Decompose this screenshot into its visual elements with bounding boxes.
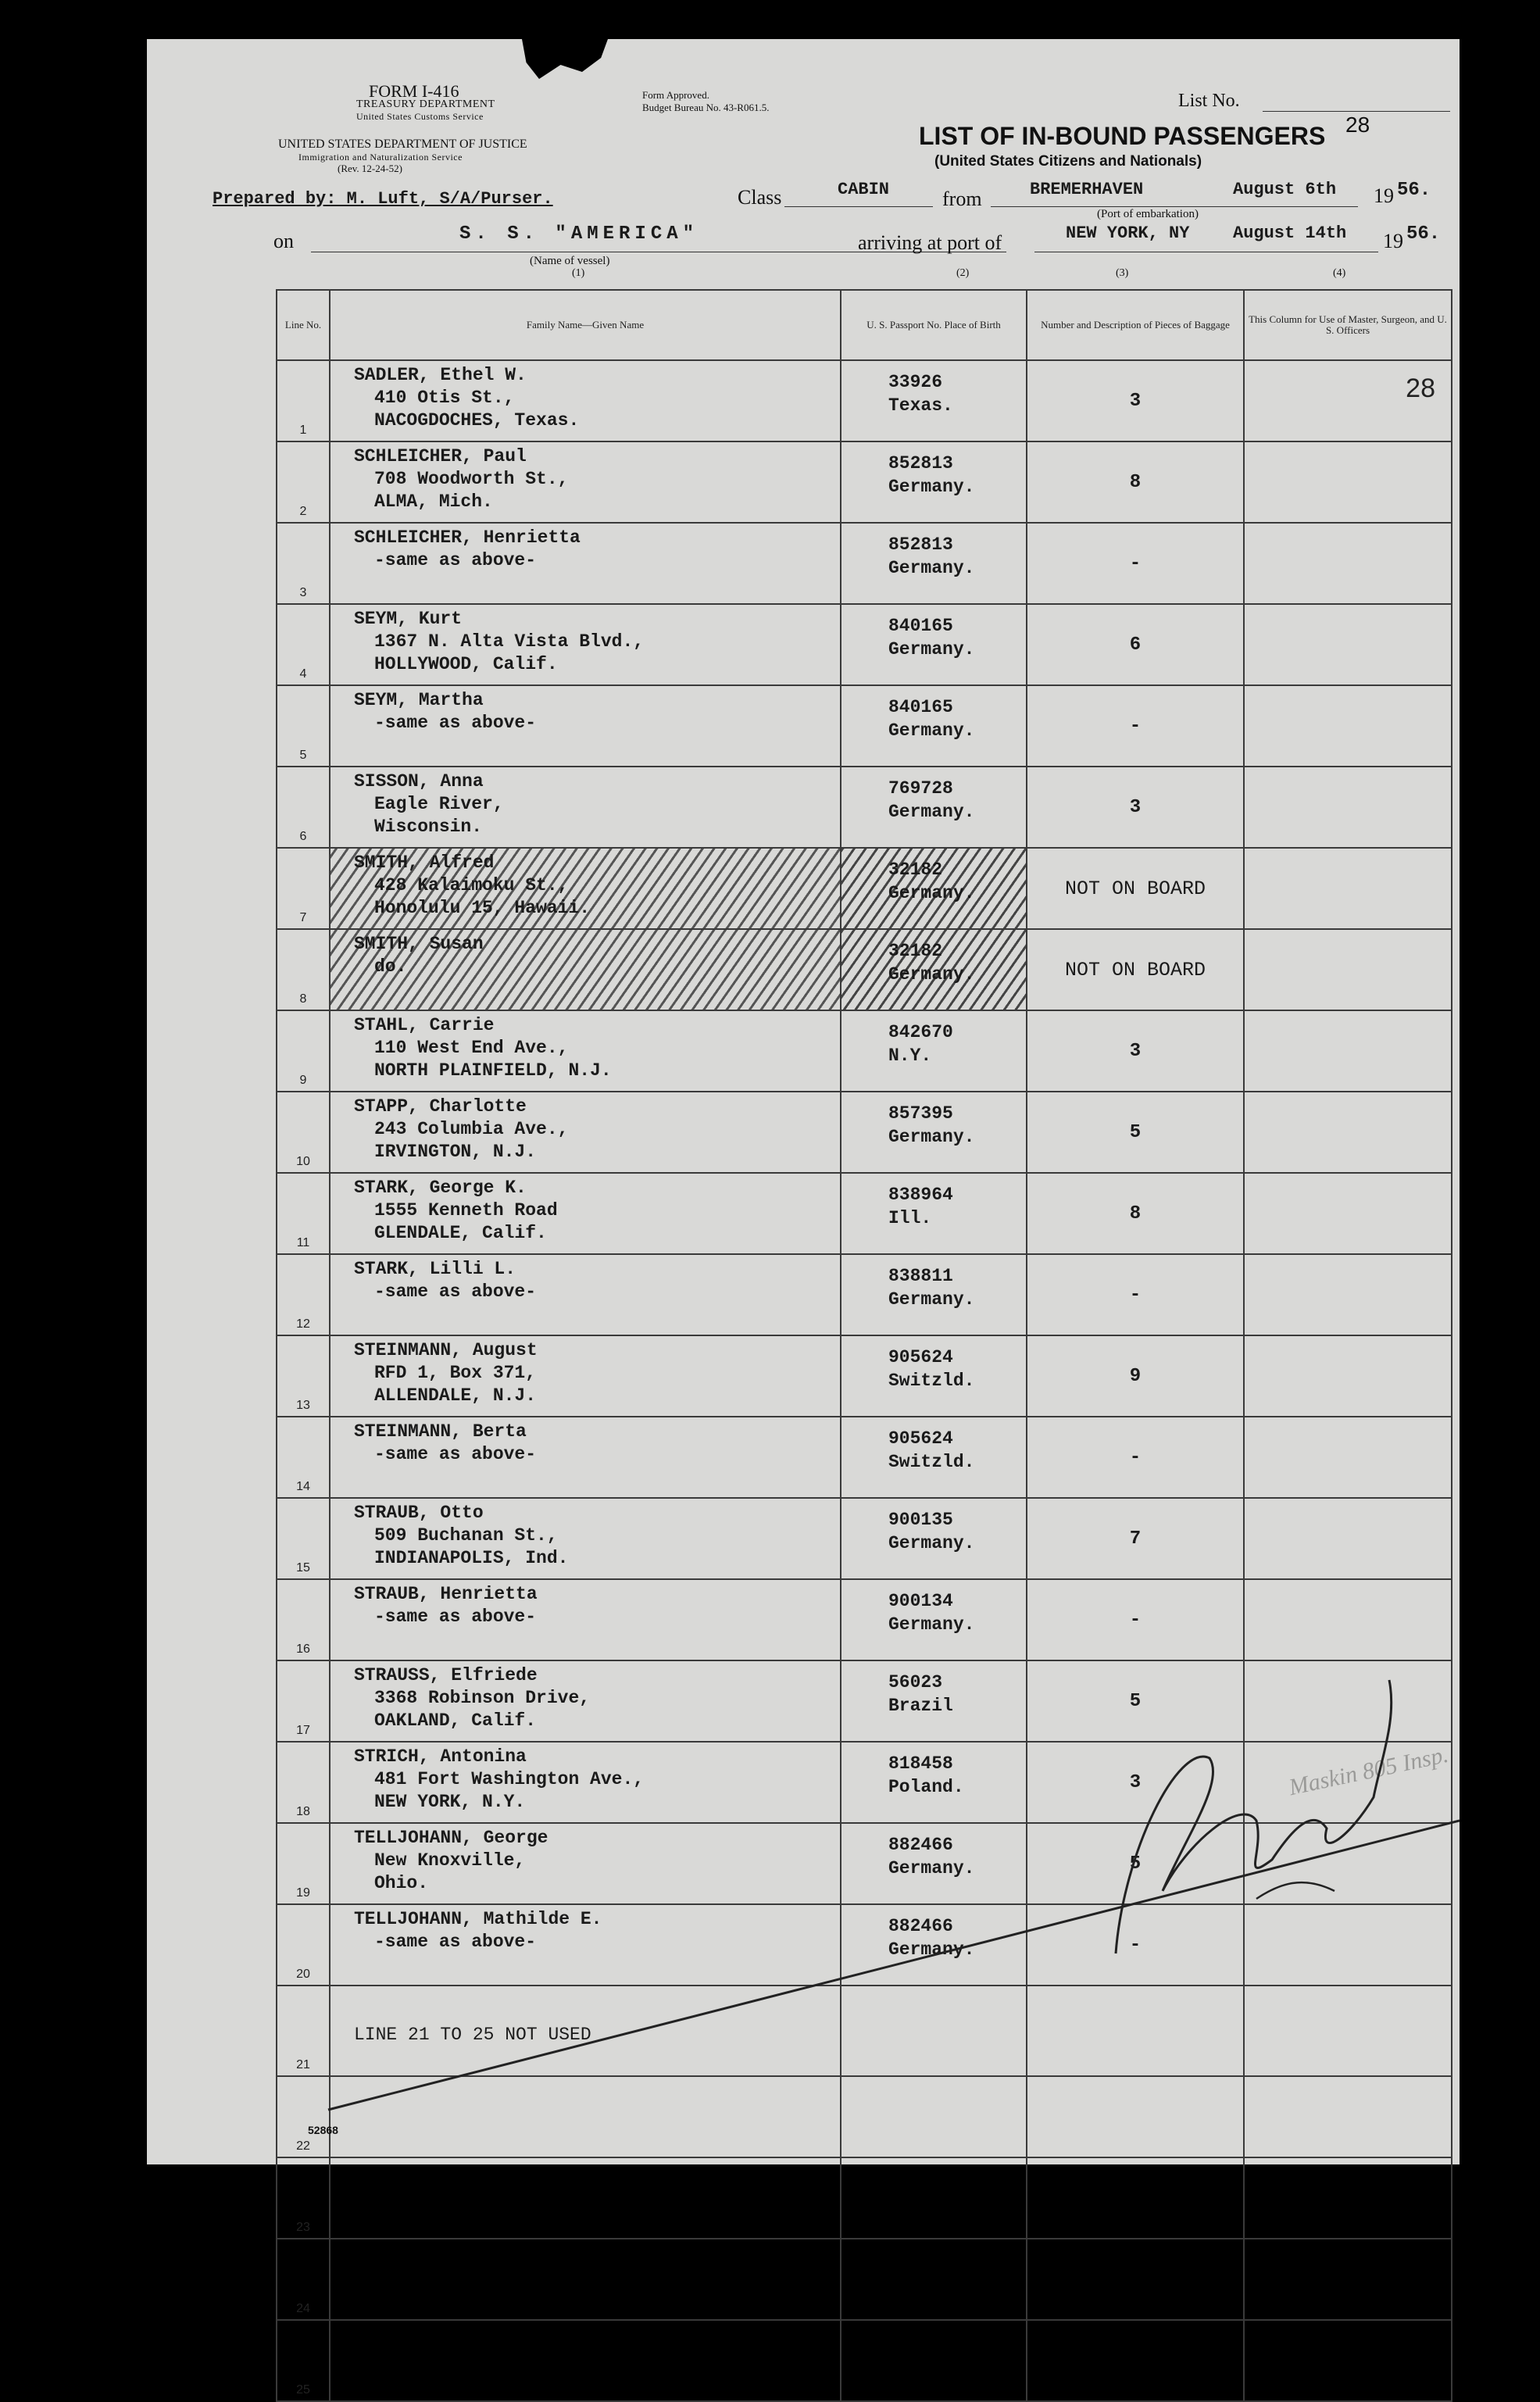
passenger-name: SCHLEICHER, Paul <box>354 446 527 466</box>
line-number: 23 <box>296 2221 310 2234</box>
passport-number: 818458 <box>888 1753 953 1774</box>
place-of-birth: Germany. <box>888 558 975 578</box>
passport-number: 769728 <box>888 778 953 799</box>
address-line-1: New Knoxville, <box>374 1850 526 1871</box>
line-number: 6 <box>299 830 307 843</box>
passport-number: 838811 <box>888 1266 953 1286</box>
line-number: 21 <box>296 2058 310 2071</box>
header-baggage: Number and Description of Pieces of Baggage <box>1027 290 1244 360</box>
address-line-2: INDIANAPOLIS, Ind. <box>374 1548 569 1568</box>
passport-number: 852813 <box>888 534 953 555</box>
address-line-1: -same as above- <box>374 1444 537 1464</box>
address-line-2: Ohio. <box>374 1873 429 1893</box>
officer-cell <box>1244 2320 1452 2401</box>
baggage-count: 6 <box>1129 634 1142 656</box>
header-passport: U. S. Passport No. Place of Birth <box>841 290 1027 360</box>
prepared-by: Prepared by: M. Luft, S/A/Purser. <box>213 189 553 209</box>
col3-caption: (3) <box>1116 267 1129 279</box>
place-of-birth: Germany. <box>888 1127 975 1147</box>
from-label: from <box>942 188 982 210</box>
baggage-cell <box>1027 2239 1244 2320</box>
passport-number: 882466 <box>888 1835 953 1855</box>
line-number: 11 <box>296 1236 310 1249</box>
address-line-1: do. <box>374 956 407 977</box>
baggage-count: 3 <box>1129 1040 1142 1062</box>
baggage-count: - <box>1129 1609 1142 1631</box>
line-number: 5 <box>299 749 307 762</box>
address-line-1: 509 Buchanan St., <box>374 1525 558 1546</box>
line-number: 9 <box>299 1074 307 1087</box>
address-line-2: Wisconsin. <box>374 817 483 837</box>
address-line-1: -same as above- <box>374 1281 537 1302</box>
address-line-2: IRVINGTON, N.J. <box>374 1142 537 1162</box>
place-of-birth: Switzld. <box>888 1452 975 1472</box>
passport-cell <box>841 2157 1027 2239</box>
line-number-cell <box>277 2320 330 2401</box>
address-line-1: -same as above- <box>374 1932 537 1952</box>
place-of-birth: Germany. <box>888 1858 975 1878</box>
line-number: 12 <box>296 1317 310 1331</box>
address-line-2: NORTH PLAINFIELD, N.J. <box>374 1060 612 1081</box>
form-subtitle: (United States Citizens and Nationals) <box>934 153 1202 170</box>
vessel-name: S. S. "AMERICA" <box>459 223 699 245</box>
approval-label: Form Approved. <box>642 89 709 101</box>
passenger-name: TELLJOHANN, George <box>354 1828 548 1848</box>
line-number: 7 <box>299 911 307 924</box>
baggage-count: 5 <box>1129 1690 1142 1712</box>
address-line-2: Honolulu 15, Hawaii. <box>374 898 591 918</box>
baggage-count: NOT ON BOARD <box>1064 877 1206 900</box>
header-officers: This Column for Use of Master, Surgeon, and U. S. Officers <box>1244 290 1452 360</box>
place-of-birth: Brazil <box>888 1696 953 1716</box>
line-number: 10 <box>296 1155 310 1168</box>
line-number: 3 <box>299 586 307 599</box>
header-line-no: Line No. <box>277 290 330 360</box>
address-line-1: 481 Fort Washington Ave., <box>374 1769 645 1789</box>
line-number: 15 <box>296 1561 310 1575</box>
name-cell <box>330 2239 841 2320</box>
line-number: 22 <box>296 2139 310 2153</box>
passport-number: 56023 <box>888 1672 943 1692</box>
baggage-count: 9 <box>1129 1365 1142 1387</box>
passenger-name: STARK, George K. <box>354 1178 527 1198</box>
baggage-count: 8 <box>1129 1203 1142 1224</box>
place-of-birth: Germany. <box>888 1533 975 1553</box>
passport-number: 840165 <box>888 697 953 717</box>
passenger-name: SEYM, Martha <box>354 690 484 710</box>
passenger-name: SMITH, Alfred <box>354 852 495 873</box>
passenger-name: SEYM, Kurt <box>354 609 463 629</box>
place-of-birth: Germany. <box>888 802 975 822</box>
passport-number: 33926 <box>888 372 943 392</box>
passport-number: 900134 <box>888 1591 953 1611</box>
embark-year-prefix: 19 <box>1374 184 1394 207</box>
arrival-year: 56. <box>1406 223 1441 245</box>
baggage-cell <box>1027 2157 1244 2239</box>
passenger-name: STRAUSS, Elfriede <box>354 1665 538 1685</box>
class-value: CABIN <box>838 180 890 199</box>
place-of-birth: Germany. <box>888 477 975 497</box>
table-row <box>277 2157 1452 2239</box>
place-of-birth: Germany. <box>888 720 975 741</box>
baggage-count: - <box>1129 715 1142 737</box>
officer-cell <box>1244 2239 1452 2320</box>
address-line-2: OAKLAND, Calif. <box>374 1710 537 1731</box>
embark-year: 56. <box>1397 180 1431 201</box>
address-line-1: 243 Columbia Ave., <box>374 1119 569 1139</box>
doj-label: UNITED STATES DEPARTMENT OF JUSTICE <box>278 138 527 151</box>
passport-number: 882466 <box>888 1916 953 1936</box>
passenger-name: STEINMANN, Berta <box>354 1421 527 1442</box>
address-line-2: GLENDALE, Calif. <box>374 1223 547 1243</box>
revision-label: (Rev. 12-24-52) <box>338 163 402 174</box>
table-row <box>277 2320 1452 2401</box>
passport-number: 857395 <box>888 1103 953 1124</box>
place-of-birth: Germany. <box>888 1939 975 1960</box>
treasury-label: TREASURY DEPARTMENT <box>356 98 495 110</box>
passenger-name: LINE 21 TO 25 NOT USED <box>354 2025 591 2045</box>
baggage-count: 5 <box>1129 1853 1142 1875</box>
address-line-1: Eagle River, <box>374 794 504 814</box>
col4-caption: (4) <box>1333 267 1346 279</box>
baggage-count: 7 <box>1129 1528 1142 1550</box>
baggage-count: 3 <box>1129 796 1142 818</box>
passport-number: 900135 <box>888 1510 953 1530</box>
baggage-count: - <box>1129 552 1142 574</box>
address-line-2: NACOGDOCHES, Texas. <box>374 410 580 431</box>
passport-cell <box>841 2239 1027 2320</box>
address-line-2: ALLENDALE, N.J. <box>374 1385 537 1406</box>
place-of-birth: Ill. <box>888 1208 932 1228</box>
line-number: 25 <box>296 2383 310 2397</box>
arriving-label: arriving at port of <box>858 231 1002 254</box>
line-number: 20 <box>296 1968 310 1981</box>
embark-port-caption: (Port of embarkation) <box>1097 208 1199 220</box>
line-number-cell <box>277 2157 330 2239</box>
place-of-birth: Germany. <box>888 883 975 903</box>
line-number: 19 <box>296 1886 310 1900</box>
place-of-birth: Switzld. <box>888 1371 975 1391</box>
passenger-name: STAPP, Charlotte <box>354 1096 527 1117</box>
passport-number: 905624 <box>888 1428 953 1449</box>
header-name: Family Name—Given Name <box>330 290 841 360</box>
inspector-signature: Maskin 805 Insp. <box>1286 1741 1451 1801</box>
passenger-name: TELLJOHANN, Mathilde E. <box>354 1909 602 1929</box>
place-of-birth: Germany. <box>888 1614 975 1635</box>
address-line-1: RFD 1, Box 371, <box>374 1363 537 1383</box>
vessel-caption: (Name of vessel) <box>530 255 610 267</box>
address-line-2: ALMA, Mich. <box>374 491 493 512</box>
form-code: 52868 <box>308 2124 338 2136</box>
on-label: on <box>273 230 294 252</box>
line-number: 17 <box>296 1724 310 1737</box>
baggage-cell <box>1027 2320 1244 2401</box>
inspector-signature-mark <box>1116 1680 1392 1953</box>
line-number: 16 <box>296 1642 310 1656</box>
officer-note: 28 <box>1406 374 1435 403</box>
line-number: 4 <box>299 667 307 681</box>
passport-number: 840165 <box>888 616 953 636</box>
line-number-cell <box>277 2239 330 2320</box>
passport-number: 852813 <box>888 453 953 474</box>
embark-port: BREMERHAVEN <box>1030 180 1144 199</box>
list-no-label: List No. <box>1178 91 1240 111</box>
embark-date: August 6th <box>1233 180 1337 199</box>
address-line-1: 1367 N. Alta Vista Blvd., <box>374 631 645 652</box>
col1-caption: (1) <box>572 267 585 279</box>
name-cell <box>330 2157 841 2239</box>
budget-label: Budget Bureau No. 43-R061.5. <box>642 102 770 113</box>
passport-cell <box>841 2320 1027 2401</box>
ins-label: Immigration and Naturalization Service <box>298 152 463 163</box>
address-line-1: -same as above- <box>374 1607 537 1627</box>
baggage-count: - <box>1129 1934 1142 1956</box>
line-number: 14 <box>296 1480 310 1493</box>
form-sheet <box>147 39 1460 2397</box>
address-line-1: 410 Otis St., <box>374 388 515 408</box>
address-line-1: -same as above- <box>374 550 537 570</box>
list-no-value: 28 <box>1345 113 1370 137</box>
passenger-name: STARK, Lilli L. <box>354 1259 516 1279</box>
address-line-2: NEW YORK, N.Y. <box>374 1792 526 1812</box>
baggage-count: - <box>1129 1446 1142 1468</box>
address-line-1: 1555 Kenneth Road <box>374 1200 558 1221</box>
arrival-date: August 14th <box>1233 223 1347 243</box>
class-label: Class <box>738 186 782 209</box>
arrival-port: NEW YORK, NY <box>1066 223 1190 243</box>
address-line-1: -same as above- <box>374 713 537 733</box>
baggage-count: 5 <box>1129 1121 1142 1143</box>
address-line-2: HOLLYWOOD, Calif. <box>374 654 558 674</box>
line-number: 18 <box>296 1805 310 1818</box>
line-number: 1 <box>299 424 307 437</box>
place-of-birth: Germany. <box>888 1289 975 1310</box>
form-title: LIST OF IN-BOUND PASSENGERS <box>919 122 1326 150</box>
place-of-birth: Poland. <box>888 1777 964 1797</box>
baggage-count: - <box>1129 1284 1142 1306</box>
line-number: 2 <box>299 505 307 518</box>
address-line-1: 428 Kalaimoku St., <box>374 875 569 895</box>
passenger-name: STAHL, Carrie <box>354 1015 495 1035</box>
place-of-birth: Texas. <box>888 395 953 416</box>
passport-number: 905624 <box>888 1347 953 1367</box>
passport-number: 32182 <box>888 860 943 880</box>
passenger-name: SADLER, Ethel W. <box>354 365 527 385</box>
passenger-name: SISSON, Anna <box>354 771 484 792</box>
place-of-birth: N.Y. <box>888 1046 932 1066</box>
baggage-count: NOT ON BOARD <box>1064 958 1206 981</box>
line-number: 13 <box>296 1399 310 1412</box>
baggage-count: 3 <box>1129 1771 1142 1793</box>
passport-number: 838964 <box>888 1185 953 1205</box>
passenger-name: STEINMANN, August <box>354 1340 538 1360</box>
address-line-1: 110 West End Ave., <box>374 1038 569 1058</box>
passport-number: 842670 <box>888 1022 953 1042</box>
officer-cell <box>1244 2157 1452 2239</box>
address-line-1: 708 Woodworth St., <box>374 469 569 489</box>
customs-label: United States Customs Service <box>356 111 484 122</box>
passenger-name: STRAUB, Otto <box>354 1503 484 1523</box>
arrival-year-prefix: 19 <box>1383 230 1403 252</box>
name-cell <box>330 2320 841 2401</box>
passenger-name: STRICH, Antonina <box>354 1746 527 1767</box>
passenger-name: SCHLEICHER, Henrietta <box>354 527 581 548</box>
passenger-name: SMITH, Susan <box>354 934 484 954</box>
cancel-strike <box>147 39 1460 2164</box>
baggage-count: 8 <box>1129 471 1142 493</box>
form-number: FORM I-416 <box>369 81 459 101</box>
table-row <box>277 2239 1452 2320</box>
address-line-1: 3368 Robinson Drive, <box>374 1688 591 1708</box>
line-number: 8 <box>299 992 307 1006</box>
place-of-birth: Germany. <box>888 639 975 659</box>
passenger-name: STRAUB, Henrietta <box>354 1584 538 1604</box>
place-of-birth: Germany. <box>888 964 975 985</box>
passport-number: 32182 <box>888 941 943 961</box>
baggage-count: 3 <box>1129 390 1142 412</box>
col2-caption: (2) <box>956 267 970 279</box>
line-number: 24 <box>296 2302 310 2315</box>
